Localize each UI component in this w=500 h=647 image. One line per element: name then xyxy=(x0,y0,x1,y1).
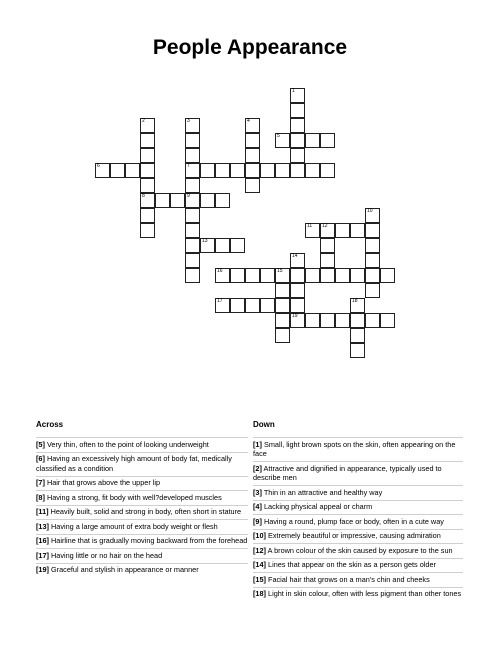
grid-cell[interactable] xyxy=(200,193,215,208)
clue-number-label: [13] xyxy=(36,521,49,531)
grid-cell[interactable] xyxy=(110,163,125,178)
grid-cell[interactable] xyxy=(275,298,290,313)
clue-number-label: [15] xyxy=(253,574,266,584)
grid-cell[interactable] xyxy=(170,193,185,208)
clue-item xyxy=(253,485,463,497)
puzzle-title: People Appearance xyxy=(152,36,348,59)
grid-cell[interactable] xyxy=(365,208,380,223)
grid-cell[interactable] xyxy=(290,298,305,313)
grid-cell[interactable] xyxy=(185,208,200,223)
clue-number: 17 xyxy=(217,298,223,304)
clue-text: Having little or no hair on the head xyxy=(48,550,163,560)
grid-cell[interactable] xyxy=(260,163,275,178)
clue-text: Hairline that is gradually moving backward from the forehead xyxy=(48,536,248,545)
grid-cell[interactable] xyxy=(320,268,335,283)
grid-cell[interactable] xyxy=(320,163,335,178)
clue-number: 16 xyxy=(217,268,223,274)
clue-item xyxy=(36,534,248,546)
grid-cell[interactable] xyxy=(305,163,320,178)
grid-cell[interactable] xyxy=(290,88,305,103)
clue-item xyxy=(36,505,248,517)
clue-text: Heavily built, solid and strong in body, often short in stature xyxy=(48,507,242,516)
clue-item xyxy=(36,519,248,531)
clue-item xyxy=(253,529,463,541)
clue-number-label: [8] xyxy=(36,492,45,502)
grid-cell[interactable] xyxy=(275,163,290,178)
grid-cell[interactable] xyxy=(275,133,290,148)
clue-item xyxy=(253,514,463,526)
clue-number-label: [11] xyxy=(36,507,49,516)
clue-item xyxy=(36,490,248,502)
grid-cell[interactable] xyxy=(290,118,305,133)
grid-cell[interactable] xyxy=(140,163,155,178)
clue-text: Lacking physical appeal or charm xyxy=(261,502,373,511)
clue-number: 4 xyxy=(247,118,250,124)
clue-number-label: [19] xyxy=(36,565,49,574)
grid-cell[interactable] xyxy=(200,163,215,178)
clue-item xyxy=(36,452,248,474)
grid-cell[interactable] xyxy=(230,298,245,313)
grid-cell[interactable] xyxy=(185,238,200,253)
grid-cell[interactable] xyxy=(230,163,245,178)
clue-item xyxy=(36,548,248,560)
clue-text: Small, light brown spots on the skin, often appearing on the face xyxy=(253,439,456,458)
clue-item xyxy=(253,500,463,512)
grid-cell[interactable] xyxy=(365,313,380,328)
clue-text: Very thin, often to the point of looking underweight xyxy=(44,439,209,449)
clue-text: Lines that appear on the skin as a person gets older xyxy=(265,560,436,569)
grid-cell[interactable] xyxy=(335,268,350,283)
clue-number: 5 xyxy=(277,133,280,139)
clue-number: 1 xyxy=(292,88,295,94)
clue-number-label: [2] xyxy=(253,463,262,473)
grid-cell[interactable] xyxy=(95,163,110,178)
grid-cell[interactable] xyxy=(185,268,200,283)
clue-text: Attractive and dignified in appearance, typically used to describe men xyxy=(253,463,442,482)
grid-cell[interactable] xyxy=(140,208,155,223)
grid-cell[interactable] xyxy=(320,238,335,253)
clue-item xyxy=(253,587,463,599)
grid-cell[interactable] xyxy=(365,223,380,238)
clue-number-label: [6] xyxy=(36,454,45,463)
grid-cell[interactable] xyxy=(230,238,245,253)
clue-number: 6 xyxy=(97,163,100,169)
grid-cell[interactable] xyxy=(230,268,245,283)
grid-cell[interactable] xyxy=(365,283,380,298)
clue-text: Light in skin colour, often with less pigment than other tones xyxy=(265,589,462,598)
grid-cell[interactable] xyxy=(245,268,260,283)
grid-cell[interactable] xyxy=(140,118,155,133)
clue-number: 3 xyxy=(187,118,190,124)
grid-cell[interactable] xyxy=(335,313,350,328)
grid-cell[interactable] xyxy=(290,163,305,178)
clue-number-label: [7] xyxy=(36,478,45,487)
grid-cell[interactable] xyxy=(320,223,335,238)
grid-cell[interactable] xyxy=(215,268,230,283)
grid-cell[interactable] xyxy=(155,193,170,208)
grid-cell[interactable] xyxy=(335,223,350,238)
grid-cell[interactable] xyxy=(350,328,365,343)
clue-number: 8 xyxy=(142,193,145,199)
clue-number: 19 xyxy=(292,313,298,319)
grid-cell[interactable] xyxy=(290,313,305,328)
grid-cell[interactable] xyxy=(215,163,230,178)
grid-cell[interactable] xyxy=(380,313,395,328)
grid-cell[interactable] xyxy=(260,298,275,313)
grid-cell[interactable] xyxy=(350,343,365,358)
clue-number-label: [12] xyxy=(253,545,266,555)
grid-cell[interactable] xyxy=(320,253,335,268)
grid-cell[interactable] xyxy=(380,268,395,283)
grid-cell[interactable] xyxy=(365,268,380,283)
grid-cell[interactable] xyxy=(320,313,335,328)
clue-text: Having a round, plump face or body, often in a cute way xyxy=(261,516,444,526)
grid-cell[interactable] xyxy=(245,133,260,148)
grid-cell[interactable] xyxy=(185,148,200,163)
grid-cell[interactable] xyxy=(290,283,305,298)
clue-item xyxy=(36,476,248,488)
grid-cell[interactable] xyxy=(275,328,290,343)
grid-cell[interactable] xyxy=(140,133,155,148)
clue-number-label: [5] xyxy=(36,439,45,449)
grid-cell[interactable] xyxy=(185,118,200,133)
clue-number: 14 xyxy=(292,253,298,259)
clue-number: 12 xyxy=(322,223,328,229)
grid-cell[interactable] xyxy=(215,238,230,253)
across-clue-list xyxy=(36,437,248,577)
clue-text: Thin in an attractive and healthy way xyxy=(261,487,383,497)
clue-item xyxy=(253,558,463,570)
clue-number-label: [10] xyxy=(253,531,266,540)
clue-item xyxy=(36,563,248,575)
clue-number: 11 xyxy=(307,223,313,229)
clue-number-label: [4] xyxy=(253,502,262,511)
down-heading: Down xyxy=(253,420,275,429)
clue-number: 7 xyxy=(187,163,190,169)
clue-text: Graceful and stylish in appearance or manner xyxy=(48,565,199,574)
clue-item xyxy=(253,437,463,459)
grid-cell[interactable] xyxy=(260,268,275,283)
grid-cell[interactable] xyxy=(125,163,140,178)
grid-cell[interactable] xyxy=(320,133,335,148)
down-clue-list xyxy=(253,437,463,601)
clue-number-label: [3] xyxy=(253,487,262,497)
clue-item xyxy=(36,437,248,449)
grid-cell[interactable] xyxy=(290,103,305,118)
grid-cell[interactable] xyxy=(140,148,155,163)
clue-text: Facial hair that grows on a man’s chin and cheeks xyxy=(265,574,430,584)
grid-cell[interactable] xyxy=(185,178,200,193)
grid-cell[interactable] xyxy=(350,298,365,313)
grid-cell[interactable] xyxy=(350,223,365,238)
grid-cell[interactable] xyxy=(290,148,305,163)
clue-number: 15 xyxy=(277,268,283,274)
clue-number: 2 xyxy=(142,118,145,124)
clue-text: Having an excessively high amount of body fat, medically classified as a condition xyxy=(36,454,232,473)
grid-cell[interactable] xyxy=(290,133,305,148)
grid-cell[interactable] xyxy=(245,163,260,178)
clue-text: Hair that grows above the upper lip xyxy=(44,478,161,487)
clue-text: Having a large amount of extra body weight or flesh xyxy=(48,521,218,531)
grid-cell[interactable] xyxy=(140,223,155,238)
grid-cell[interactable] xyxy=(365,253,380,268)
grid-cell[interactable] xyxy=(200,238,215,253)
clue-number-label: [18] xyxy=(253,589,266,598)
grid-cell[interactable] xyxy=(305,133,320,148)
grid-cell[interactable] xyxy=(215,193,230,208)
grid-cell[interactable] xyxy=(185,223,200,238)
grid-cell[interactable] xyxy=(350,268,365,283)
grid-cell[interactable] xyxy=(275,313,290,328)
grid-cell[interactable] xyxy=(245,178,260,193)
clue-number-label: [17] xyxy=(36,550,49,560)
clue-number-label: [16] xyxy=(36,536,49,545)
grid-cell[interactable] xyxy=(185,193,200,208)
grid-cell[interactable] xyxy=(365,238,380,253)
clue-item xyxy=(253,461,463,483)
across-heading: Across xyxy=(36,420,64,429)
grid-cell[interactable] xyxy=(245,298,260,313)
clue-number-label: [14] xyxy=(253,560,266,569)
grid-cell[interactable] xyxy=(185,253,200,268)
clue-number: 9 xyxy=(187,193,190,199)
clue-number-label: [1] xyxy=(253,439,262,449)
grid-cell[interactable] xyxy=(185,163,200,178)
clue-item xyxy=(253,543,463,555)
clue-number: 18 xyxy=(352,298,358,304)
grid-cell[interactable] xyxy=(305,268,320,283)
grid-cell[interactable] xyxy=(140,193,155,208)
clue-number: 10 xyxy=(367,208,373,214)
grid-cell[interactable] xyxy=(350,313,365,328)
clue-number: 13 xyxy=(202,238,208,244)
grid-cell[interactable] xyxy=(245,148,260,163)
clue-text: Having a strong, fit body with well?developed muscles xyxy=(44,492,222,502)
clue-item xyxy=(253,572,463,584)
grid-cell[interactable] xyxy=(305,223,320,238)
grid-cell[interactable] xyxy=(275,268,290,283)
grid-cell[interactable] xyxy=(140,178,155,193)
grid-cell[interactable] xyxy=(290,268,305,283)
clue-text: Extremely beautiful or impressive, causing admiration xyxy=(265,531,441,540)
grid-cell[interactable] xyxy=(185,133,200,148)
grid-cell[interactable] xyxy=(305,313,320,328)
grid-cell[interactable] xyxy=(290,253,305,268)
clue-number-label: [9] xyxy=(253,516,262,526)
grid-cell[interactable] xyxy=(275,283,290,298)
clue-text: A brown colour of the skin caused by exposure to the sun xyxy=(265,545,453,555)
grid-cell[interactable] xyxy=(215,298,230,313)
grid-cell[interactable] xyxy=(245,118,260,133)
